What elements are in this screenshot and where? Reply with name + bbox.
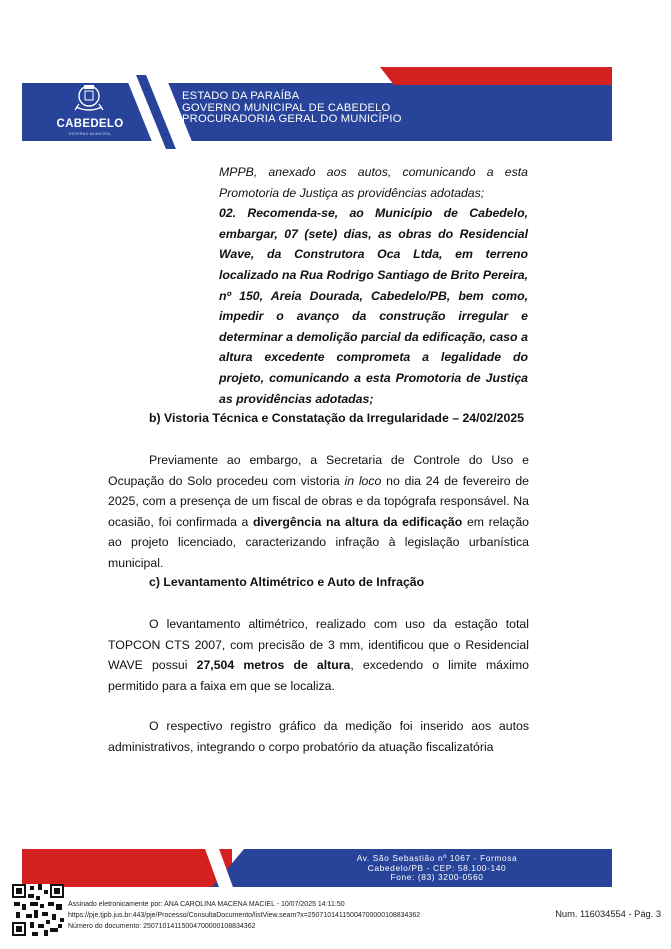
quoted-recommendation: [219, 162, 528, 409]
page-header: [22, 67, 612, 141]
section-b-paragraph: [108, 450, 529, 574]
bold-run: 27,504 metros de altura: [196, 658, 351, 673]
signature-signer: Assinado eletronicamente por: ANA CAROLINA MACENA MACIEL - 10/07/2025 14:11:50: [68, 901, 345, 908]
city-emblem-icon: [72, 83, 106, 115]
section-c-body-1: [108, 614, 529, 696]
header-red-band: [380, 67, 612, 85]
text-run: em relação ao projeto licenciado, caracterizando infração à legislação urbanística municipal.: [108, 514, 529, 570]
logo-subtext: GOVERNO MUNICIPAL: [68, 132, 112, 136]
header-procuradoria: PROCURADORIA GERAL DO MUNICÍPIO: [182, 113, 402, 126]
text-run: Previamente ao embargo, a Secretaria de Controle do Uso e Ocupação do Solo procedeu com vistoria: [108, 453, 529, 488]
section-c-heading: c) Levantamento Altimétrico e Auto de Infração: [149, 575, 425, 589]
section-b-heading: b) Vistoria Técnica e Constatação da Irregularidade – 24/02/2025: [149, 411, 524, 425]
signature-doc-number: Número do documento: 25071014115004700000108834362: [68, 923, 256, 930]
header-titles: [182, 91, 402, 126]
bold-run: divergência na altura da edificação: [253, 514, 463, 529]
footer-phone: Fone: (83) 3200-0560: [390, 872, 484, 883]
header-state: ESTADO DA PARAÍBA: [182, 90, 300, 102]
electronic-signature: [68, 899, 420, 932]
page-footer: [22, 849, 612, 887]
signature-url: https://pje.tjpb.jus.br:443/pje/Processo/ConsultaDocumento/listView.seam?x=25071014115004700000108834362: [68, 912, 421, 919]
footer-city: Cabedelo/PB - CEP: 58.100-140: [367, 862, 507, 873]
quote-paragraph-2: 02. Recomenda-se, ao Município de Cabedelo, embargar, 07 (sete) dias, as obras do Residencial Wave, da Construtora Oca Ltda, em terreno localizado na Rua Rodrigo Santiago de Brito Pereira, nº 150, Areia Dourada, Cabedelo/PB, bem como, impedir o avanço da construção irregular e determinar a demolição parcial da edificação, caso a altura excedente comprometa a legalidade do projeto, comunicando a esta Promotoria de Justiça as providências adotadas;: [219, 206, 528, 406]
footer-address: [322, 854, 552, 883]
italic-run: in loco: [344, 473, 382, 488]
footer-red-band: [22, 849, 232, 887]
header-government: GOVERNO MUNICIPAL DE CABEDELO: [182, 101, 391, 114]
section-c-paragraph-1: [108, 614, 529, 696]
qr-code-icon: [12, 884, 64, 936]
text-run: no dia 24 de fevereiro de 2025, com a presença de um fiscal de obras e da topógrafa responsável. Na ocasião, foi confirmada a: [108, 473, 529, 529]
text-run: , excedendo o limite máximo permitido para a faixa em que se localiza.: [108, 658, 529, 693]
page-number: Num. 116034554 - Pág. 3: [555, 909, 661, 919]
quote-paragraph-1: MPPB, anexado aos autos, comunicando a esta Promotoria de Justiça as providências adotadas;: [219, 165, 528, 200]
section-b-body: [108, 450, 529, 574]
logo-text: CABEDELO: [56, 118, 124, 130]
section-c-paragraph-2: O respectivo registro gráfico da medição foi inserido aos autos administrativos, integrando o corpo probatório da atuação fiscalizatória: [108, 719, 529, 754]
text-run: O levantamento altimétrico, realizado com uso da estação total TOPCON CTS 2007, com precisão de 3 mm, identificou que o Residencial WAVE possui: [108, 617, 529, 673]
footer-street: Av. São Sebastião nº 1067 - Formosa: [356, 853, 518, 863]
section-c-body-2: [108, 716, 529, 757]
